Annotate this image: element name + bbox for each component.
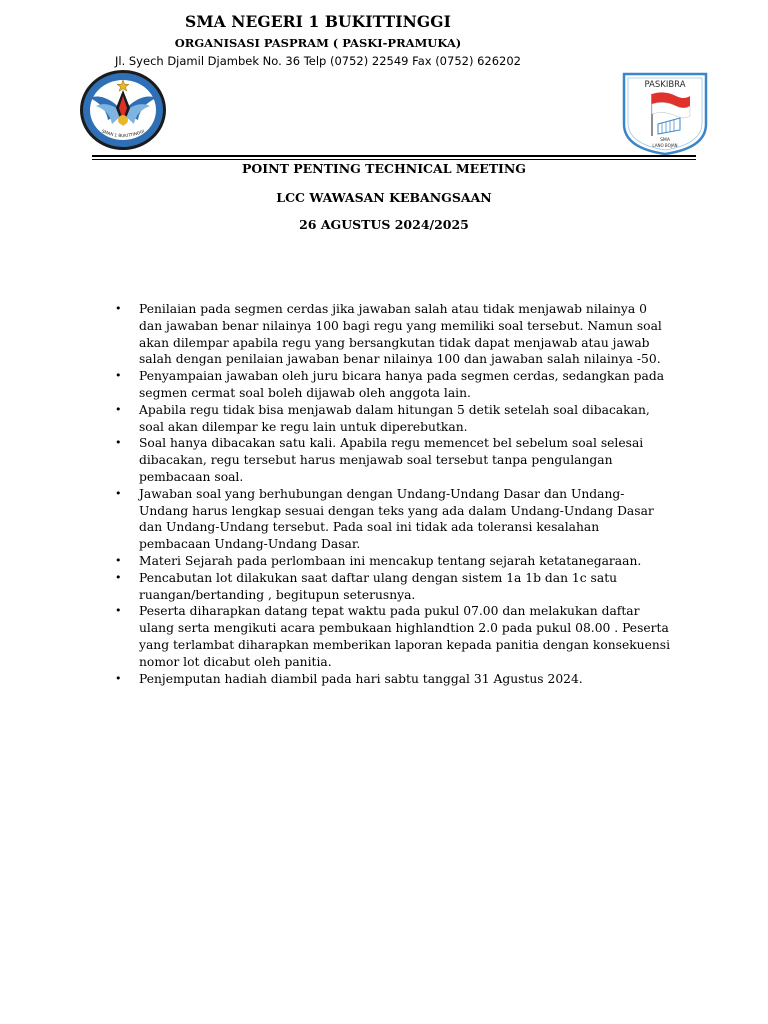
point-text: Apabila regu tidak bisa menjawab dalam hitungan 5 detik setelah soal dibacakan, soal akan dilempar ke regu lain untuk diperebutkan. <box>139 402 650 434</box>
list-item <box>112 603 672 670</box>
bullet-icon: • <box>115 553 122 567</box>
school-name: SMA NEGERI 1 BUKITTINGGI <box>185 12 451 31</box>
bullet-icon: • <box>115 436 122 450</box>
list-item <box>112 368 672 402</box>
letterhead-rule-thin <box>92 159 696 160</box>
point-text: Materi Sejarah pada perlombaan ini mencakup tentang sejarah ketatanegaraan. <box>139 553 642 568</box>
document-subtitle: LCC WAWASAN KEBANGSAAN <box>276 190 492 205</box>
list-item <box>112 570 672 604</box>
paskibra-emblem-caption: LANO BOJAN <box>652 143 678 148</box>
paskibra-emblem-sma: SMA <box>660 138 670 143</box>
point-text: Peserta diharapkan datang tepat waktu pada pukul 07.00 dan melakukan daftar ulang serta mengikuti acara pembukaan highlandtion 2.0 pada pukul 08.00 . Peserta yang terlambat diharapkan memberikan laporan kepada panitia dengan konsekuensi nomor lot dicabut oleh panitia. <box>139 604 671 669</box>
point-text: Soal hanya dibacakan satu kali. Apabila regu memencet bel sebelum soal selesai dibacakan, regu tersebut harus menjawab soal tersebut tanpa pengulangan pembacaan soal. <box>139 436 644 484</box>
paskibra-emblem-icon <box>618 68 712 156</box>
list-item <box>112 671 672 688</box>
list-item <box>112 486 672 553</box>
list-item <box>112 402 672 436</box>
bullet-icon: • <box>115 671 122 685</box>
point-text: Penilaian pada segmen cerdas jika jawaban salah atau tidak menjawab nilainya 0 dan jawaban benar nilainya 100 bagi regu yang memiliki soal tersebut. Namun soal akan dilempar apabila regu yang bersangkutan tidak dapat menjawab atau jawab salah dengan penilaian jawaban benar nilainya 100 dan jawaban salah nilainya -50. <box>139 302 662 367</box>
bullet-icon: • <box>115 570 122 584</box>
list-item <box>112 553 672 570</box>
bullet-icon: • <box>115 486 122 500</box>
bullet-icon: • <box>115 369 122 383</box>
school-emblem-caption: SMAN 1 BUKITTINGGI <box>100 128 146 139</box>
points-list <box>112 301 672 687</box>
organization-name: ORGANISASI PASPRAM ( PASKI-PRAMUKA) <box>174 36 462 50</box>
point-text: Pencabutan lot dilakukan saat daftar ulang dengan sistem 1a 1b dan 1c satu ruangan/bertanding , begitupun seterusnya. <box>139 570 618 602</box>
document-title: POINT PENTING TECHNICAL MEETING <box>242 161 526 176</box>
document-date: 26 AGUSTUS 2024/2025 <box>299 217 469 232</box>
list-item <box>112 435 672 485</box>
paskibra-emblem-title: PASKIBRA <box>644 80 686 90</box>
school-emblem-icon <box>78 68 168 152</box>
point-text: Penjemputan hadiah diambil pada hari sabtu tanggal 31 Agustus 2024. <box>139 671 583 686</box>
bullet-icon: • <box>115 402 122 416</box>
letterhead-rule-thick <box>92 155 696 157</box>
point-text: Penyampaian jawaban oleh juru bicara hanya pada segmen cerdas, sedangkan pada segmen cermat soal boleh dijawab oleh anggota lain. <box>139 369 665 400</box>
point-text: Jawaban soal yang berhubungan dengan Undang-Undang Dasar dan Undang-Undang harus lengkap sesuai dengan teks yang ada dalam Undang-Undang Dasar dan Undang-Undang tersebut. Pada soal ini tidak ada toleransi kesalahan pembacaan Undang-Undang Dasar. <box>139 486 654 552</box>
bullet-icon: • <box>115 302 122 315</box>
bullet-icon: • <box>115 604 122 618</box>
list-item <box>112 301 672 368</box>
school-address: Jl. Syech Djamil Djambek No. 36 Telp (0752) 22549 Fax (0752) 626202 <box>114 54 521 68</box>
